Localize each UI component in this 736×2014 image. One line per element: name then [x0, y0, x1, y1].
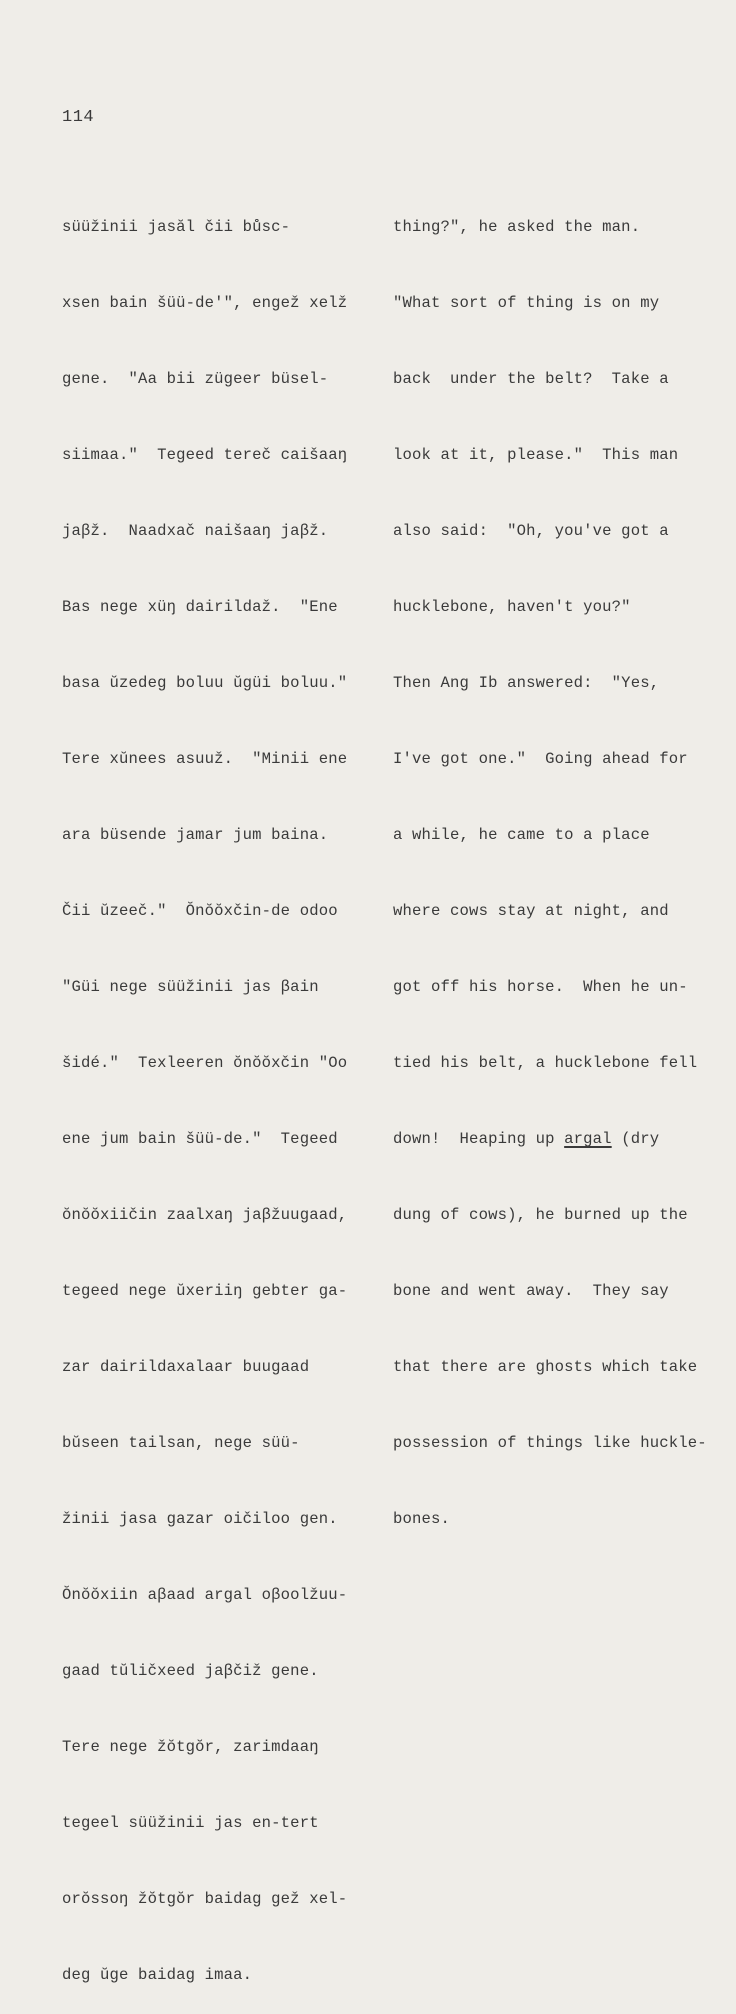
left-line: Bas nege xüŋ dairildaž. "Ene: [62, 597, 338, 616]
right-line: bones.: [393, 1510, 451, 1529]
left-line: ŏnŏŏxiičin zaalxaŋ jaβžuugaad,: [62, 1206, 348, 1225]
left-line: gene. "Aa bii zügeer büsel-: [62, 369, 329, 388]
left-line: deg ŭge baidag imaa.: [62, 1966, 253, 1985]
right-line: "What sort of thing is on my: [393, 293, 660, 312]
left-line: tegeed nege ŭxeriiŋ gebter ga-: [62, 1282, 348, 1301]
right-line: also said: "Oh, you've got a: [393, 521, 669, 540]
left-line: basa ŭzedeg boluu ŭgüi boluu.": [62, 673, 348, 692]
text-fragment: (dry: [611, 1130, 660, 1149]
right-column-text: [393, 164, 723, 1558]
left-line: süüžinii jasăl čii bůsc-: [62, 217, 291, 236]
left-line: orŏssoŋ žŏtgŏr baidag gež xel-: [62, 1890, 348, 1909]
left-line: "Güi nege süüžinii jas βain: [62, 978, 319, 996]
right-line: where cows stay at night, and: [393, 901, 669, 920]
left-column-text: [62, 164, 382, 2014]
left-line: zar dairildaxalaar buugaad: [62, 1358, 310, 1377]
left-line: Čii ŭzeeč." Ŏnŏŏxčin-de odoo: [62, 901, 338, 920]
right-line: tied his belt, a hucklebone fell: [393, 1054, 698, 1073]
left-line: tegeel süüžinii jas en-tert: [62, 1814, 319, 1833]
right-line: look at it, please." This man: [393, 445, 679, 464]
right-line: a while, he came to a place: [393, 825, 650, 844]
right-line: dung of cows), he burned up the: [393, 1206, 688, 1225]
right-line: Then Ang Ib answered: "Yes,: [393, 673, 660, 692]
text-fragment: down! Heaping up: [393, 1130, 565, 1149]
right-line-with-underline: [393, 1127, 723, 1152]
left-line: šidé." Texleeren ŏnŏŏxčin "Oo: [62, 1054, 348, 1073]
right-line: I've got one." Going ahead for: [393, 749, 688, 768]
left-line: bŭseen tailsan, nege süü-: [62, 1434, 300, 1453]
right-line: back under the belt? Take a: [393, 369, 669, 388]
right-line: possession of things like huckle-: [393, 1434, 707, 1453]
left-line: ene jum bain šüü-de." Tegeed: [62, 1130, 338, 1149]
left-line: gaad tŭličxeed jaβčiž gene.: [62, 1662, 319, 1681]
right-line: bone and went away. They say: [393, 1282, 669, 1301]
left-line: Tere nege žŏtgŏr, zarimdaaŋ: [62, 1738, 319, 1757]
left-line: žinii jasa gazar oičiloo gen.: [62, 1510, 338, 1529]
left-line: Ŏnŏŏxiin aβaad argal oβoolžuu-: [62, 1586, 348, 1605]
left-line: ara büsende jamar jum baina.: [62, 825, 329, 844]
left-line: Tere xŭnees asuuž. "Minii ene: [62, 749, 348, 768]
right-line: got off his horse. When he un-: [393, 978, 688, 996]
right-line: hucklebone, haven't you?": [393, 597, 631, 616]
right-line: thing?", he asked the man.: [393, 217, 641, 236]
left-line: siimaa." Tegeed tereč caišaaŋ: [62, 445, 348, 464]
page-number: 114: [62, 108, 95, 127]
left-line: jaβž. Naadxač naišaaŋ jaβž.: [62, 521, 329, 540]
underlined-term-argal: argal: [564, 1130, 612, 1149]
right-line: that there are ghosts which take: [393, 1358, 698, 1377]
left-line: xsen bain šüü-de'", engež xelž: [62, 293, 348, 312]
